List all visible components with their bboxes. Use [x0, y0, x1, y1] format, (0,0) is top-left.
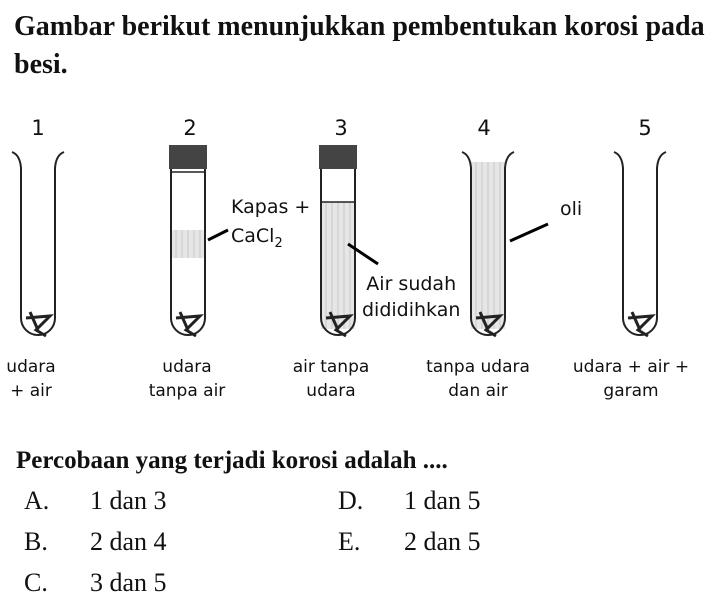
tube-caption: udara + air	[6, 357, 56, 401]
test-tube-4	[462, 152, 514, 336]
question-prompt: Percobaan yang terjadi korosi adalah ....	[16, 447, 448, 474]
tube-number: 3	[334, 116, 348, 140]
test-tube-5	[614, 152, 666, 336]
kapas-label: Kapas + CaCl$_2$	[231, 196, 311, 251]
tube-number: 4	[477, 116, 491, 140]
question-text: Gambar berikut menunjukkan pembentukan korosi pada besi.	[14, 11, 705, 80]
option-d[interactable]: D. 1 dan 5	[338, 486, 481, 515]
test-tube-2	[169, 145, 207, 336]
tube-number: 5	[638, 116, 652, 140]
option-c[interactable]: C. 3 dan 5	[24, 568, 167, 597]
tube-number: 2	[183, 116, 197, 140]
test-tube-3	[319, 145, 357, 336]
tube-caption: udara + air + garam	[572, 357, 690, 401]
option-b[interactable]: B. 2 dan 4	[24, 527, 167, 556]
test-tube-1	[12, 152, 64, 336]
option-a[interactable]: A. 1 dan 3	[24, 486, 167, 515]
tube-caption: udara tanpa air	[148, 357, 226, 401]
boiled-water-label: Air sudah dididihkan	[362, 273, 461, 321]
tube-number: 1	[31, 116, 45, 140]
tube-caption: air tanpa udara	[292, 357, 370, 401]
option-e[interactable]: E. 2 dan 5	[338, 527, 481, 556]
tube-caption: tanpa udara dan air	[426, 357, 530, 401]
oil-label: oli	[560, 198, 583, 220]
